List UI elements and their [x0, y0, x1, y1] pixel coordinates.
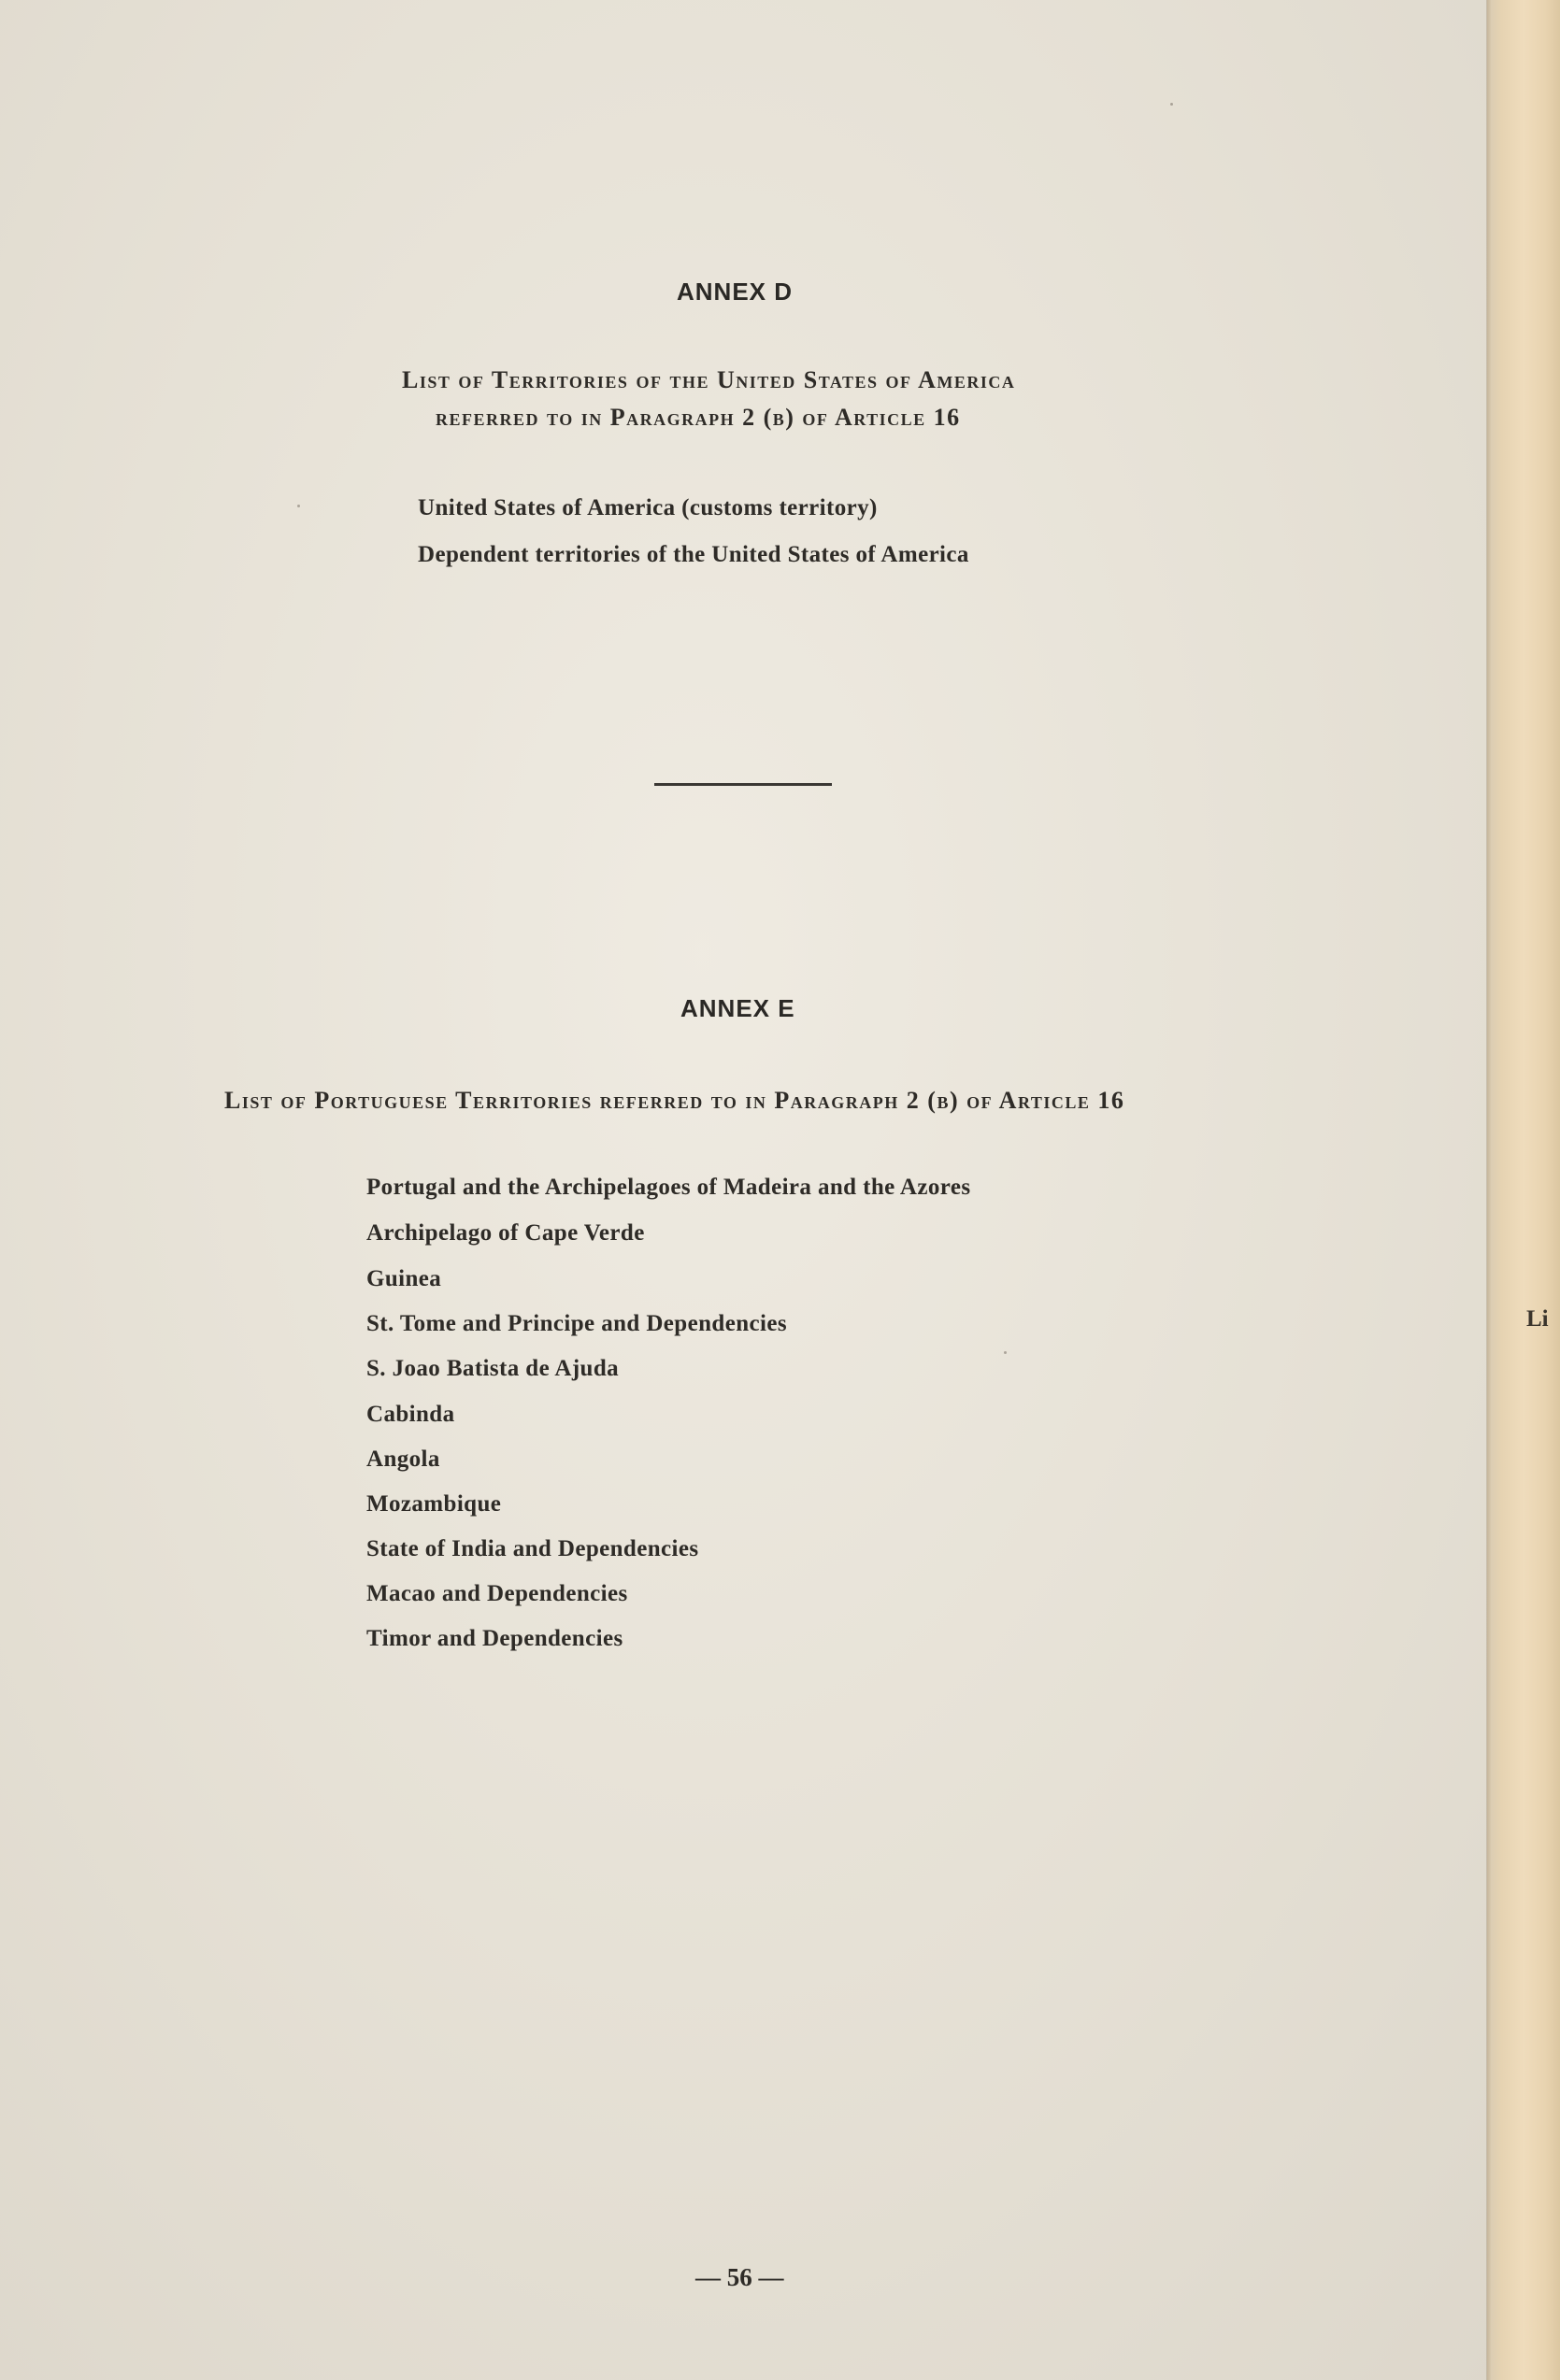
annex-d-title: ANNEX D [677, 278, 794, 306]
annex-e-subtitle: List of Portuguese Territories referred to in Paragraph 2 (b) of Article 16 [224, 1087, 1125, 1114]
annex-e-item: Angola [366, 1447, 440, 1472]
annex-e-title: ANNEX E [680, 994, 795, 1022]
page-number: — 56 — [695, 2263, 784, 2291]
annex-e-item: St. Tome and Principe and Dependencies [366, 1311, 787, 1336]
annex-e-item: Portugal and the Archipelagoes of Madeira and the Azores [366, 1175, 971, 1200]
annex-d-item: United States of America (customs territory) [418, 495, 878, 520]
section-divider [654, 783, 832, 786]
annex-e-item: Guinea [366, 1266, 442, 1291]
annex-e-item: Archipelago of Cape Verde [366, 1220, 645, 1246]
adjacent-page-edge [1487, 0, 1560, 2380]
annex-e-item: Cabinda [366, 1402, 455, 1427]
adjacent-page-text-fragment: Li [1526, 1306, 1549, 1332]
paper-speck [1004, 1351, 1007, 1354]
annex-e-item: Mozambique [366, 1491, 502, 1517]
annex-e-item: S. Joao Batista de Ajuda [366, 1356, 620, 1381]
annex-e-item: Macao and Dependencies [366, 1581, 628, 1606]
annex-d-item: Dependent territories of the United States of America [418, 542, 969, 567]
page-fold-shadow [1486, 0, 1491, 2380]
annex-e-item: Timor and Dependencies [366, 1626, 623, 1651]
annex-d-subtitle-line-2: referred to in Paragraph 2 (b) of Article 16 [436, 404, 961, 431]
paper-speck [1170, 103, 1173, 106]
paper-speck [297, 505, 300, 507]
annex-d-subtitle-line-1: List of Territories of the United States of America [402, 366, 1016, 393]
annex-e-item: State of India and Dependencies [366, 1536, 699, 1561]
